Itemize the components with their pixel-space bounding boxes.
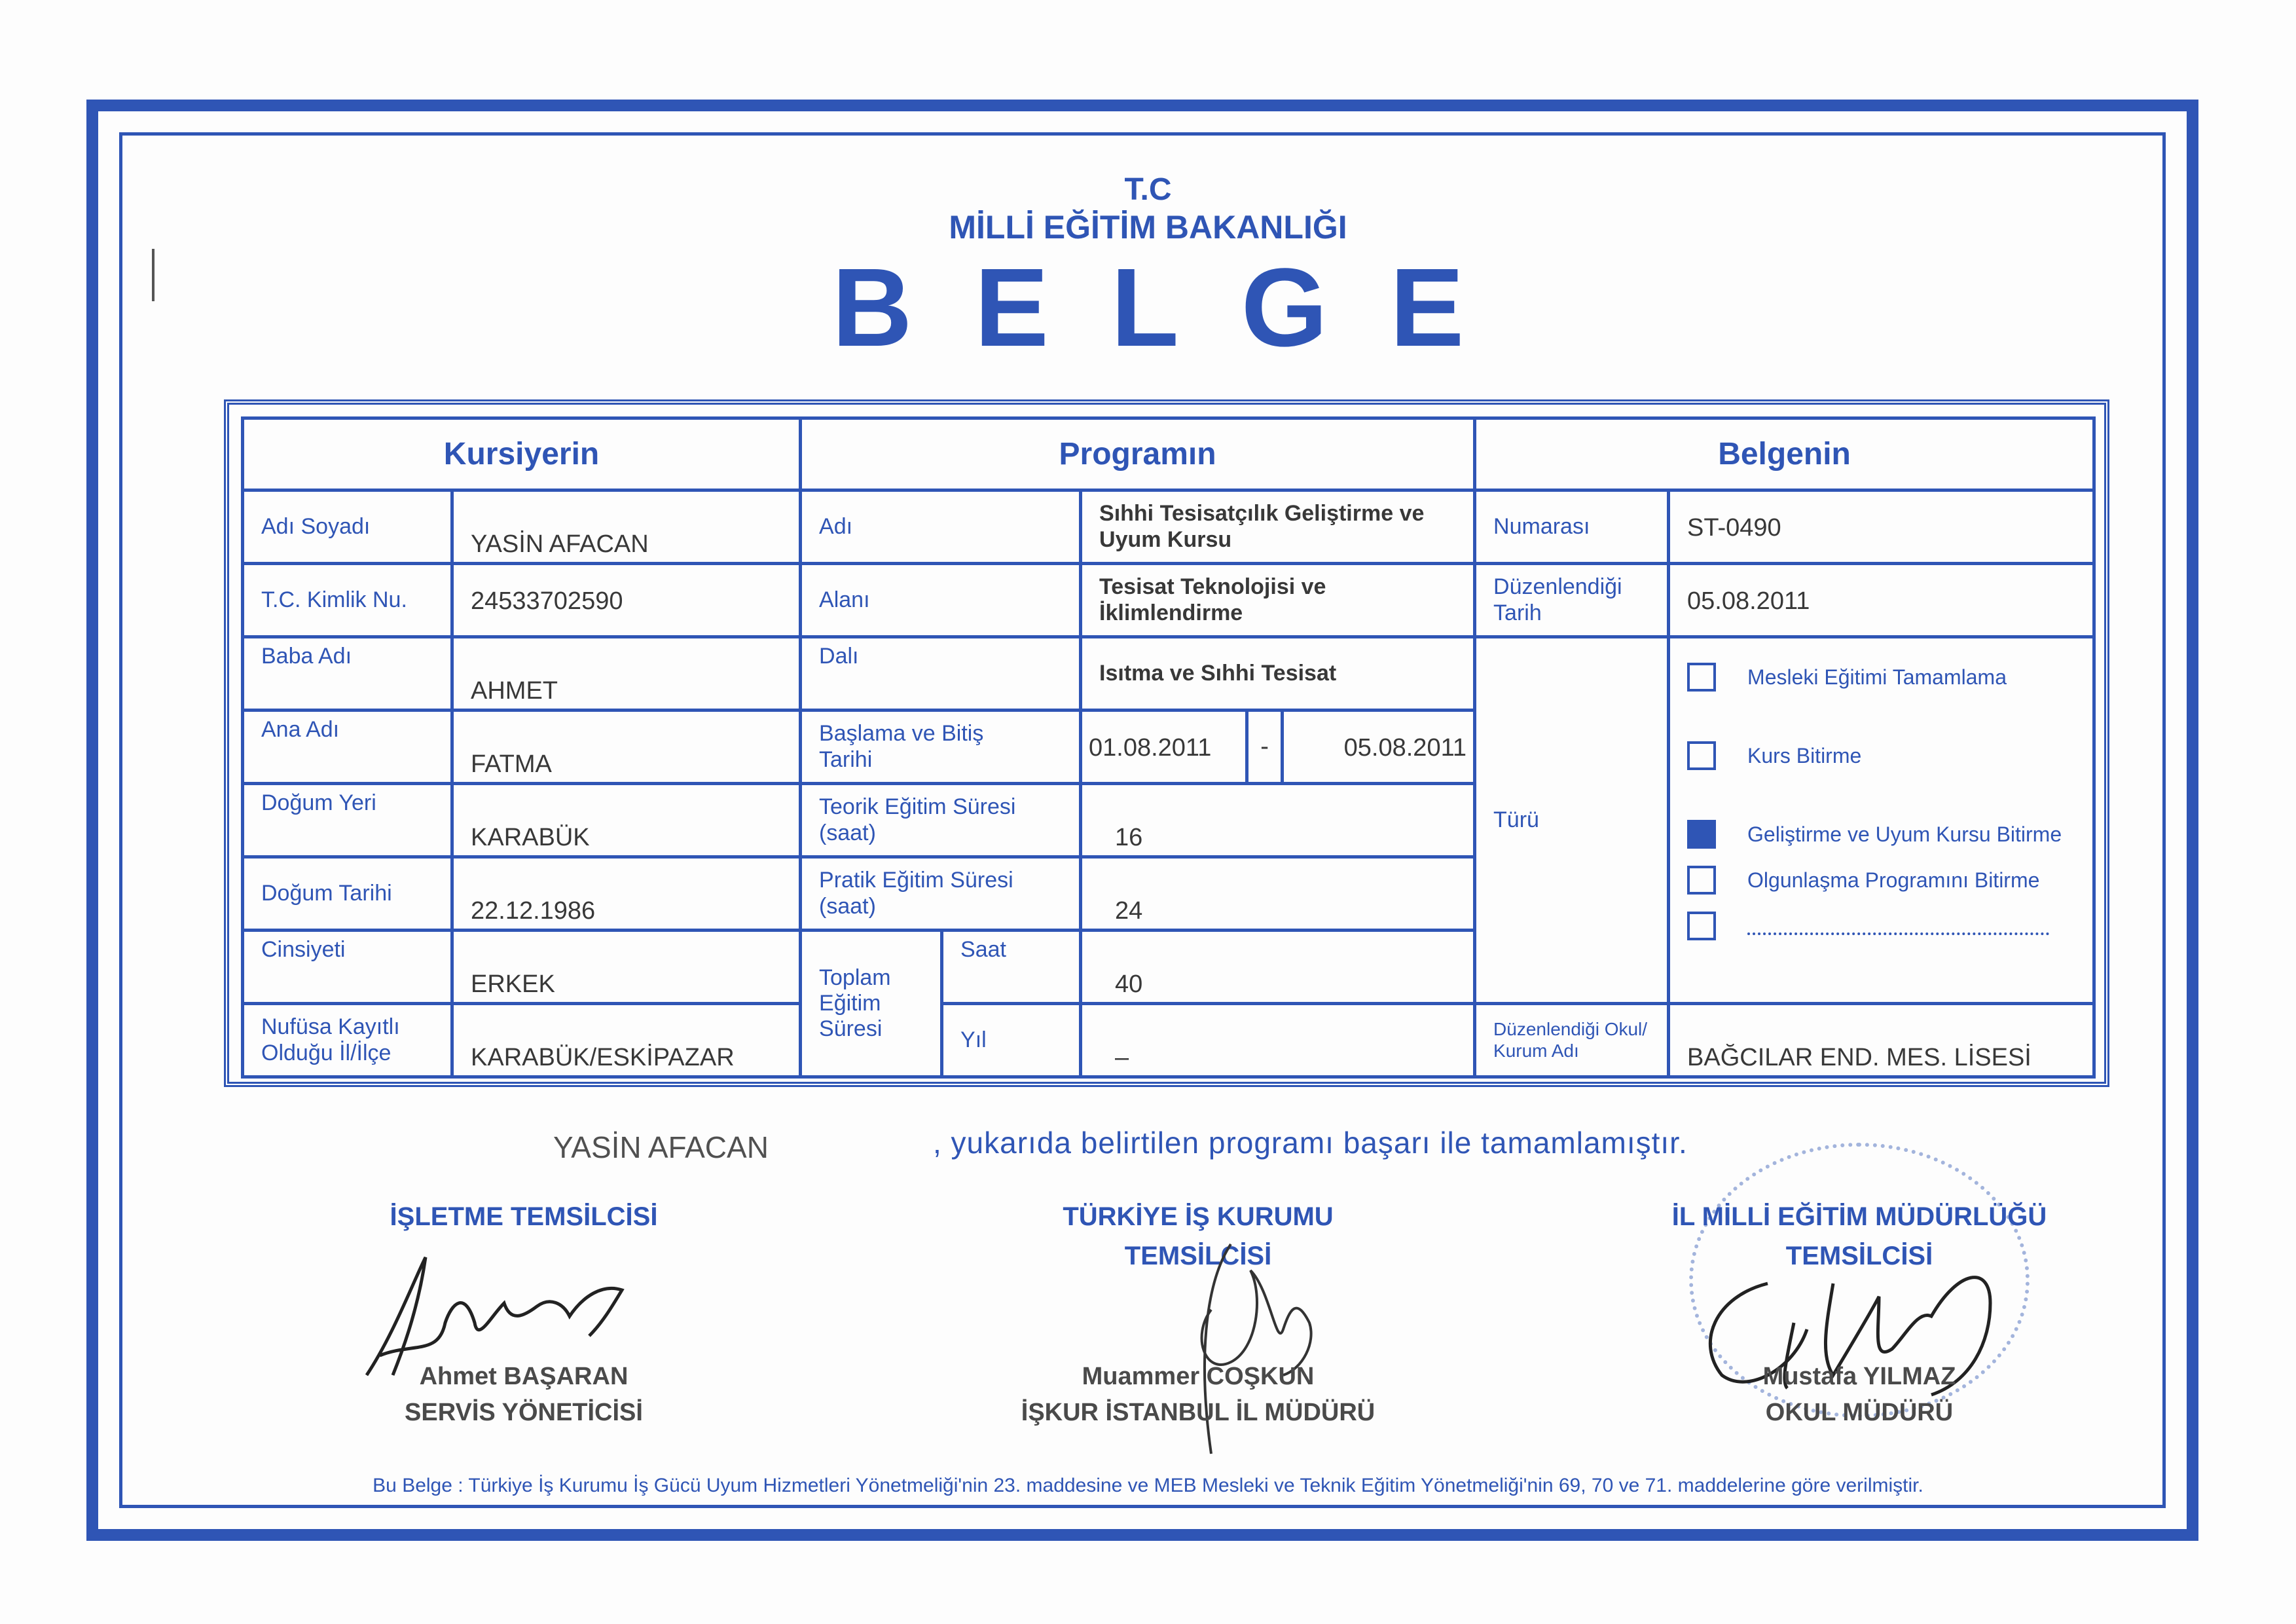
type-option: Geliştirme ve Uyum Kursu Bitirme — [1687, 811, 2075, 857]
signature-title-isletme: İŞLETME TEMSİLCİSİ — [390, 1202, 658, 1231]
type-options — [1669, 637, 2094, 1004]
type-option — [1687, 903, 2075, 949]
checkbox-icon — [1687, 912, 1716, 940]
label-dogum-yeri: Doğum Yeri — [243, 784, 452, 857]
value-nufus: KARABÜK/ESKİPAZAR — [452, 1004, 801, 1077]
value-bitis: 05.08.2011 — [1283, 710, 1475, 784]
header-tc: T.C — [1124, 172, 1172, 207]
signature-title-meb: İL MİLLİ EĞİTİM MÜDÜRLÜĞÜ TEMSİLCİSİ — [1671, 1202, 2047, 1270]
checked-box-icon — [1687, 820, 1716, 849]
footer-legal-note: Bu Belge : Türkiye İş Kurumu İş Gücü Uyum Hizmetleri Yönetmeliği'nin 23. maddesine ve MEB Mesleki ve Teknik Eğitim Yönetmeliği'nin 69, 70 ve 71. maddelerine göre verilmiştir. — [373, 1475, 1923, 1496]
value-program-adi: Sıhhi Tesisatçılık Geliştirme ve Uyum Kursu — [1081, 490, 1475, 564]
value-okul: BAĞCILAR END. MES. LİSESİ — [1669, 1004, 2094, 1077]
label-alani: Alanı — [801, 564, 1081, 637]
value-cinsiyet: ERKEK — [452, 931, 801, 1004]
label-dali: Dalı — [801, 637, 1081, 710]
label-cinsiyet: Cinsiyeti — [243, 931, 452, 1004]
label-toplam: Toplam Eğitim Süresi — [801, 931, 942, 1077]
label-turu: Türü — [1475, 637, 1669, 1004]
label-numarasi: Numarası — [1475, 490, 1669, 564]
column-header-belge: Belgenin — [1475, 418, 2094, 490]
value-yil: – — [1081, 1004, 1475, 1077]
value-alani: Tesisat Teknolojisi ve İklimlendirme — [1081, 564, 1475, 637]
label-dogum-tarihi: Doğum Tarihi — [243, 857, 452, 931]
date-separator: - — [1247, 710, 1283, 784]
checkbox-icon — [1687, 663, 1716, 692]
label-baba-adi: Baba Adı — [243, 637, 452, 710]
signatory-name-3: Mustafa YILMAZ OKUL MÜDÜRÜ — [1762, 1363, 1956, 1427]
value-ana-adi: FATMA — [452, 710, 801, 784]
label-okul: Düzenlendiği Okul/ Kurum Adı — [1475, 1004, 1669, 1077]
completion-name: YASİN AFACAN — [553, 1130, 769, 1164]
signatory-name-2: Muammer COŞKUN İŞKUR İSTANBUL İL MÜDÜRÜ — [1021, 1363, 1376, 1427]
checkbox-icon — [1687, 741, 1716, 770]
label-yil: Yıl — [942, 1004, 1081, 1077]
value-pratik: 24 — [1081, 857, 1475, 931]
signature-title-iskur: TÜRKİYE İŞ KURUMU TEMSİLCİSİ — [1063, 1202, 1334, 1270]
label-teorik: Teorik Eğitim Süresi (saat) — [801, 784, 1081, 857]
dotted-line — [1747, 917, 2049, 935]
value-adi-soyadi: YASİN AFACAN — [452, 490, 801, 564]
column-header-program: Programın — [801, 418, 1475, 490]
info-table — [241, 416, 2096, 1079]
label-saat: Saat — [942, 931, 1081, 1004]
completion-text: , yukarıda belirtilen programı başarı ile tamamlamıştır. — [933, 1126, 1688, 1160]
value-dogum-tarihi: 22.12.1986 — [452, 857, 801, 931]
label-ana-adi: Ana Adı — [243, 710, 452, 784]
value-baslama: 01.08.2011 — [1081, 710, 1247, 784]
document-title: BELGE — [831, 246, 1527, 370]
label-adi-soyadi: Adı Soyadı — [243, 490, 452, 564]
value-duzenlendigi-tarih: 05.08.2011 — [1669, 564, 2094, 637]
label-program-adi: Adı — [801, 490, 1081, 564]
signature-handwriting-2 — [1152, 1231, 1349, 1480]
column-header-kursiyer: Kursiyerin — [243, 418, 801, 490]
value-saat: 40 — [1081, 931, 1475, 1004]
checkbox-icon — [1687, 866, 1716, 895]
value-teorik: 16 — [1081, 784, 1475, 857]
label-baslama-bitis: Başlama ve Bitiş Tarihi — [801, 710, 1081, 784]
value-dogum-yeri: KARABÜK — [452, 784, 801, 857]
label-duzenlendigi-tarih: Düzenlendiği Tarih — [1475, 564, 1669, 637]
value-numarasi: ST-0490 — [1669, 490, 2094, 564]
signatory-name-1: Ahmet BAŞARAN SERVİS YÖNETİCİSİ — [405, 1363, 643, 1427]
value-baba-adi: AHMET — [452, 637, 801, 710]
type-option: Olgunlaşma Programını Bitirme — [1687, 857, 2075, 903]
label-pratik: Pratik Eğitim Süresi (saat) — [801, 857, 1081, 931]
info-table-frame — [224, 399, 2109, 1087]
type-option: Kurs Bitirme — [1687, 733, 2075, 779]
value-tc-kimlik: 24533702590 — [452, 564, 801, 637]
label-nufus: Nufüsa Kayıtlı Olduğu İl/İlçe — [243, 1004, 452, 1077]
header-ministry: MİLLİ EĞİTİM BAKANLIĞI — [949, 209, 1347, 246]
label-tc-kimlik: T.C. Kimlik Nu. — [243, 564, 452, 637]
type-option: Mesleki Eğitimi Tamamlama — [1687, 654, 2075, 700]
value-dali: Isıtma ve Sıhhi Tesisat — [1081, 637, 1475, 710]
